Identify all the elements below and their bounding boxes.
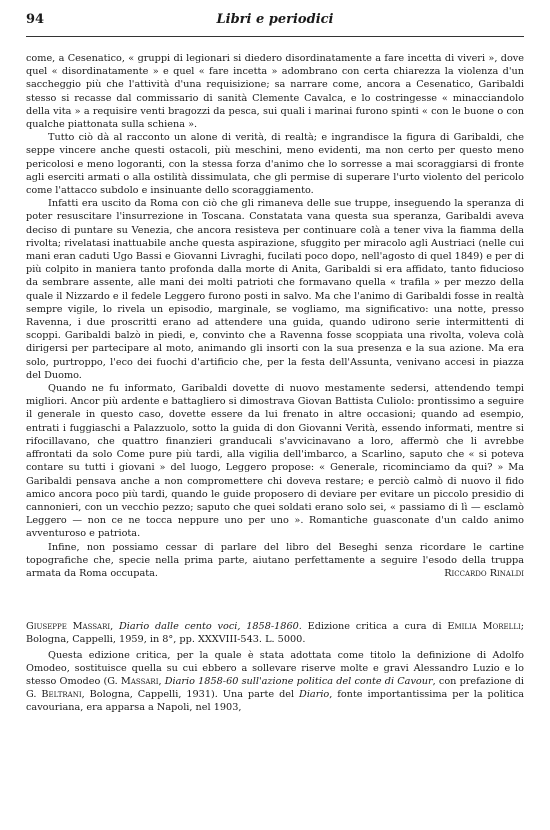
header-rule (26, 36, 524, 37)
text-run: , Bologna, Cappelli, 1931). Una parte del (81, 689, 300, 701)
book-author: Giuseppe Massari (26, 621, 111, 633)
review-article (26, 52, 524, 580)
reviewer-signature: Riccardo Rinaldi (444, 567, 524, 579)
edition-note: Edizione critica a cura di (307, 621, 442, 633)
paragraph (26, 649, 524, 715)
text-run: Massari (120, 675, 159, 687)
page-header (26, 12, 524, 34)
page-number: 94 (26, 12, 45, 27)
bibliographic-heading: Giuseppe Massari, Diario dalle cento voci, 1858-1860. Edizione critica a cura di Emilia Morelli; Bologna, Cappelli, 1959, in 8°, pp. XXXVIII-543. L. 5000. (26, 621, 524, 646)
text-run: , (158, 675, 165, 687)
book-editor: Emilia Morelli (447, 621, 521, 633)
book-title: Diario dalle cento voci, 1858-1860. (119, 621, 302, 633)
text-run: , con prefazione di G. (26, 675, 524, 701)
paragraph: Tutto ciò dà al racconto un alone di verità, di realtà; e ingrandisce la figura di Garibaldi, che seppe vincere anche questi ostacoli, più meschini, meno evidenti, ma non certo per questo meno pericolosi e meno logoranti, con la stessa forza d'animo che lo sorresse a mai scoraggiarsi di fronte agli eserciti armati o alla ostilità dissimulata, che gli permise di superare l'urto violento del pericolo come l'attacco subdolo e insinuante dello scoraggiamento. (26, 132, 524, 197)
page-body (26, 52, 524, 715)
paragraph: come, a Cesenatico, « gruppi di legionari si diedero disordinatamente a fare incetta di viveri », dove quel « disordinatamente » e quel « fare incetta » adombrano con certa chiarezza la violenza d'un saccheggio più che l'attività d'una requisizione; sa narrare come, ancora a Cesenatico, Garibaldi stesso si recasse dal commissario di sanità Clemente Cavalca, e lo costringesse « minacciandolo della vita » a requisire venti bragozzi da pesca, sui quali i marinai furono spinti « con le buone o con qualche piattonata sulla schiena ». (26, 53, 524, 131)
text-run: Diario (299, 689, 330, 701)
paragraph: Quando ne fu informato, Garibaldi dovette di nuovo mestamente sedersi, attendendo tempi migliori. Ancor più ardente e battagliero si dimostrava Giovan Battista Culiolo: prontissimo a seguire il generale in questo caso, dovette essere da lui frenato in altre occasioni; quando ad esempio, entrati i fuggiaschi a Palazzuolo, sotto la guida di don Giovanni Verità, essendo informati, mentre si rifocillavano, che quattro finanzieri granducali s'avvicinavano a loro, affermò che li avrebbe affrontati da solo Come pure più tardi, alla vigilia dell'imbarco, a Scarlino, saputo che « si poteva contare su tutti i giovani » del luogo, Leggero propose: « Generale, ricominciamo da qui? » Ma Garibaldi pensava anche a non compromettere chi doveva restare; e perciò calmò di nuovo il fido amico ancora poco più tardi, quando le guide proposero di deviare per evitare un piccolo presidio di cannonieri, con un vecchio pezzo; saputo che quei soldati erano solo sei, « passiamo di lì — esclamò Leggero — non ce ne tocca neppure uno per uno ». Romantiche guasconate d'un caldo animo avventuroso e patriota. (26, 383, 524, 540)
review-entry (26, 620, 524, 714)
running-title: Libri e periodici (216, 12, 334, 27)
text-run: Beltrani (41, 689, 82, 701)
text-run: , fonte importantissima per la politica cavouriana, era apparsa a Napoli, nel 1903, (26, 689, 524, 714)
paragraph: Infine, non possiamo cessar di parlare del libro del Beseghi senza ricordare le cartine topografiche che, specie nella prima parte, aiutano perfettamente a seguire l'esodo della truppa armata da Roma occupata. (26, 541, 524, 579)
text-run: Questa edizione critica, per la quale è stata adottata come titolo la definizione di Adolfo Omodeo, sostituisce quella su cui ebbero a sollevare riserve molte e gravi Alessandro Luzio e lo stesso Omodeo (G. (26, 649, 524, 687)
paragraph: Infatti era uscito da Roma con ciò che gli rimaneva delle sue truppe, inseguendo la speranza di poter resuscitare l'insurrezione in Toscana. Constatata vana questa sua speranza, Garibaldi aveva deciso di puntare su Venezia, che ancora resisteva per continuare colà a tener viva la fiamma della rivolta; rivelatasi inattuabile anche questa aspirazione, sfuggito per miracolo agli Austriaci (nelle cui mani eran caduti Ugo Bassi e Giovanni Livraghi, fucilati poco dopo, nell'agosto di quel 1849) e per di più colpito in maniera tanto profonda dalla morte di Anita, Garibaldi si era affidato, tanto fiducioso da sembrare assente, alle mani dei molti patrioti che formavano quella « trafila » per mezzo della quale il Nizzardo e il fedele Leggero furono posti in salvo. Ma che l'animo di Garibaldi fosse in realtà sempre vigile, lo rivela un episodio, marginale, se vogliamo, ma significativo: una notte, presso Ravenna, i due proscritti erano ad attendere una guida, quando udirono serie intermittenti di scoppi. Garibaldi balzò in piedi, e, convinto che a Ravenna fosse scoppiata una rivolta, voleva colà dirigersi per partecipare al moto, animando gli insorti con la sua presenza e la sua azione. Ma era solo, purtroppo, l'eco dei fuochi d'artificio che, per la festa dell'Assunta, venivano accesi in piazza del Duomo. (26, 198, 524, 381)
text-run: Diario 1858-60 sull'azione politica del conte di Cavour (164, 675, 433, 687)
book-imprint: ; Bologna, Cappelli, 1959, in 8°, pp. XXXVIII-543. L. 5000. (26, 621, 524, 646)
